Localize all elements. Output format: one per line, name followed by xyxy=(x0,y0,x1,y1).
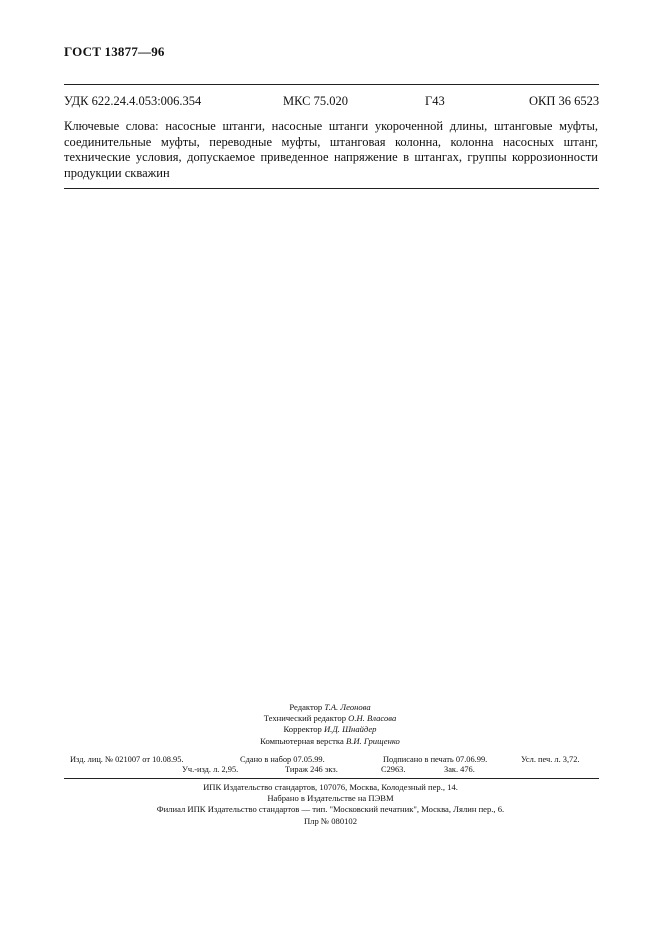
credit-layout xyxy=(100,736,560,747)
imprint-line: Плр № 080102 xyxy=(303,815,358,826)
credit-role: Редактор xyxy=(289,702,323,712)
imprint-line: ИПК Издательство стандартов, 107076, Москва, Колодезный пер., 14. xyxy=(203,782,458,792)
credit-role: Компьютерная верстка xyxy=(260,735,344,746)
order-number: Зак. 476. xyxy=(444,765,475,774)
imprint-line: Филиал ИПК Издательство стандартов — тип. "Московский печатник", Москва, Лялин пер., 6. xyxy=(156,804,505,815)
document-header: ГОСТ 13877—96 xyxy=(64,44,165,59)
license-number: Изд. лиц. № 021007 от 10.08.95. xyxy=(70,755,184,764)
credit-name: И.Д. Шнайдер xyxy=(323,724,377,735)
credit-name: О.Н. Власова xyxy=(348,713,397,724)
group-code: Г43 xyxy=(425,94,445,108)
mks-code: МКС 75.020 xyxy=(283,94,348,108)
credit-proofreader xyxy=(100,724,560,735)
credit-role: Технический редактор xyxy=(263,713,346,724)
publication-code: С2963. xyxy=(381,765,406,774)
keywords-text: насосные штанги, насосные штанги укороченной длины, штанговые муфты, соединительные муфты, переводные муфты, штанговая колонна, колонна насосных штанг, технические условия, допускаемое приведенное напряжение в штангах, группы коррозионности продукции скважин xyxy=(64,119,599,180)
submitted-date: Сдано в набор 07.05.99. xyxy=(240,755,325,764)
credit-tech-editor xyxy=(100,713,560,724)
credit-name: В.И. Грищенко xyxy=(345,735,400,746)
credit-editor xyxy=(100,702,560,713)
udk-code: УДК 622.24.4.053:006.354 xyxy=(64,94,202,108)
print-sheets: Усл. печ. л. 3,72. xyxy=(521,755,580,764)
credit-name: Т.А. Леонова xyxy=(324,702,371,712)
imprint-line: Набрано в Издательстве на ПЭВМ xyxy=(267,793,394,804)
okp-code: ОКП 36 6523 xyxy=(529,94,600,108)
top-rule xyxy=(64,84,599,85)
publisher-sheets: Уч.-изд. л. 2,95. xyxy=(182,765,239,774)
keywords-label: Ключевые слова: xyxy=(64,119,159,133)
print-run: Тираж 246 экз. xyxy=(285,765,338,774)
keywords-rule xyxy=(64,188,599,189)
imprint-block xyxy=(60,782,601,827)
credit-role: Корректор xyxy=(283,724,322,735)
imprint-rule xyxy=(64,778,599,779)
credits-block xyxy=(100,702,560,747)
keywords-paragraph xyxy=(64,119,598,181)
signed-date: Подписано в печать 07.06.99. xyxy=(383,755,488,764)
